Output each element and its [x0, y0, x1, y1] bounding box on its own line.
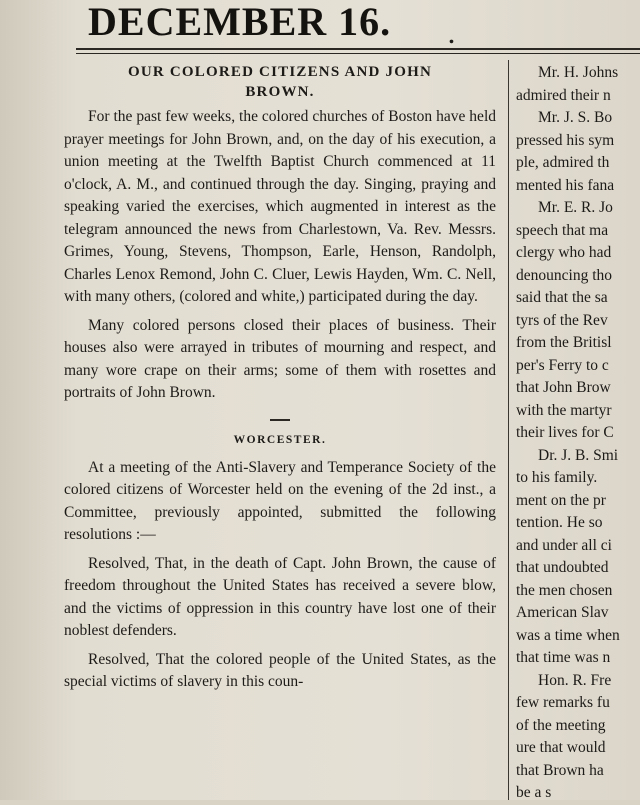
masthead-date: DECEMBER 16.: [88, 0, 392, 44]
right-column-line: the men chosen: [516, 581, 613, 599]
right-column-line: American Slav: [516, 604, 609, 621]
right-column-line: pressed his sym: [516, 131, 615, 149]
right-column-line: that time was n: [516, 649, 611, 666]
paragraph-prayer-meetings: For the past few weeks, the colored churches of Boston have held prayer meetings for John Brown, and, on the day of his execution, a union meeting at the Twelfth Baptist Church commenced at 11 o'clock, A. M., and continued through the day. Singing, praying and speaking varied the exercises, which augmented in interest as the telegram announced the news from Charlestown, Va. Rev. Messrs. Grimes, Young, Stevens, Thompson, Earle, Henson, Randolph, Charles Lenox Remond, John C. Cluer, Lewis Hayden, Wm. C. Nell, with many others, (colored and white,) participated during the day.: [64, 108, 496, 305]
right-column: [516, 62, 640, 805]
right-column-line: ple, admired th: [516, 154, 610, 171]
right-column-line: from the Britisl: [516, 334, 612, 351]
headline-line-2: BROWN.: [245, 84, 315, 100]
paragraph-worcester-meeting: At a meeting of the Anti-Slavery and Temperance Society of the colored citizens of Worcester held on the evening of the 2d inst., a Committee, previously appointed, submitted the following resolutions :—: [64, 458, 496, 543]
column-divider: [508, 60, 509, 800]
right-column-line: and under all ci: [516, 536, 612, 554]
right-column-line: that Brown ha: [516, 761, 604, 779]
right-column-line: said that the sa: [516, 289, 608, 306]
right-column-line: Mr. E. R. Jo: [538, 199, 613, 216]
right-column-line: that John Brow: [516, 379, 611, 396]
right-column-line: ment on the pr: [516, 491, 606, 509]
right-column-line: few remarks fu: [516, 694, 610, 711]
right-column-line: of the meeting: [516, 716, 606, 734]
right-column-line: denouncing tho: [516, 266, 612, 284]
header-rule-thick: [76, 48, 640, 50]
right-column-line: to his family.: [516, 469, 598, 486]
headline-line-1: OUR COLORED CITIZENS AND JOHN: [127, 64, 432, 80]
right-column-line: per's Ferry to c: [516, 356, 609, 374]
right-column-line: mented his fana: [516, 176, 615, 194]
header-rule-thin: [76, 53, 640, 54]
section-subhead-worcester: WORCESTER.: [233, 433, 327, 446]
right-column-line: admired their n: [516, 86, 611, 104]
masthead-dot: .: [448, 24, 455, 48]
right-column-line: that undoubted: [516, 559, 609, 576]
paragraph-resolution-1: Resolved, That, in the death of Capt. John Brown, the cause of freedom throughout the United States has received a severe blow, and the victims of oppression in this country have lost one of their noblest defenders.: [64, 554, 496, 639]
right-column-line: tention. He so: [516, 514, 603, 531]
right-column-line: be a s: [516, 784, 552, 801]
right-column-line: Hon. R. Fre: [538, 671, 612, 689]
right-column-line: Mr. J. S. Bo: [538, 109, 613, 126]
section-separator: [270, 419, 290, 421]
paragraph-closed-businesses: Many colored persons closed their places of business. Their houses also were arrayed in tributes of mourning and respect, and many wore crape on their arms; some of them with rosettes and portraits of John Brown.: [64, 316, 496, 401]
right-column-line: ure that would: [516, 739, 606, 756]
main-column: [64, 62, 496, 694]
right-column-line: clergy who had: [516, 244, 612, 261]
right-column-line: Mr. H. Johns: [538, 64, 619, 81]
paragraph-resolution-2: Resolved, That the colored people of the United States, as the special victims of slavery in this coun-: [64, 650, 496, 690]
right-column-line: was a time when: [516, 626, 620, 644]
right-column-line: Dr. J. B. Smi: [538, 446, 619, 464]
right-column-line: tyrs of the Rev: [516, 311, 608, 329]
right-column-line: speech that ma: [516, 221, 609, 239]
article-headline: [64, 62, 496, 102]
right-column-line: their lives for C: [516, 424, 614, 441]
right-column-line: with the martyr: [516, 401, 612, 419]
